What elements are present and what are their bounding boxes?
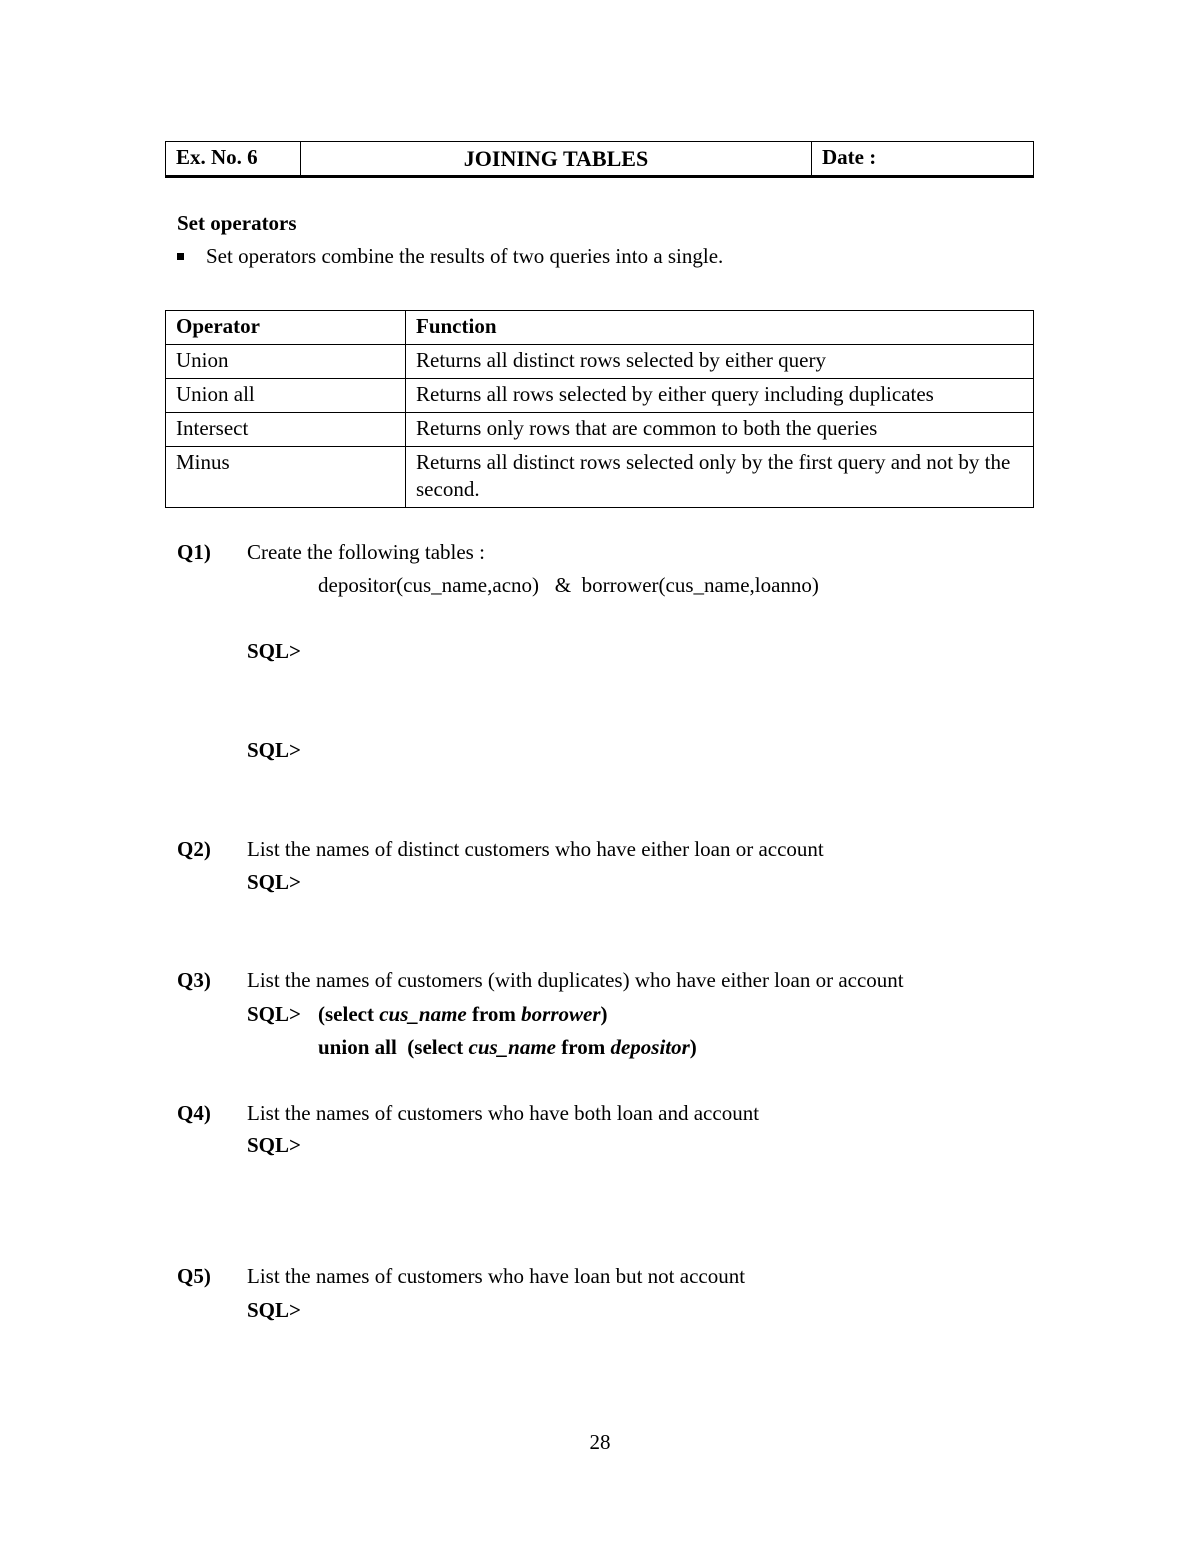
exercise-title: JOINING TABLES bbox=[301, 142, 812, 175]
sql-prompt: SQL> bbox=[247, 1298, 301, 1322]
question-text-q5: List the names of customers who have loan but not account bbox=[247, 1264, 746, 1288]
question-text-q4: List the names of customers who have both loan and account bbox=[247, 1101, 760, 1125]
question-label-q4: Q4) bbox=[177, 1101, 211, 1125]
sql-prompt: SQL> bbox=[247, 1133, 301, 1157]
table-definitions: depositor(cus_name,acno) & borrower(cus_name,loanno) bbox=[318, 573, 819, 597]
sql-prompt: SQL> bbox=[247, 639, 301, 663]
sql-keyword: union all (select bbox=[318, 1035, 469, 1059]
sql-paren: ) bbox=[600, 1002, 608, 1026]
function-cell: Returns all rows selected by either query including duplicates bbox=[406, 379, 1034, 413]
column-header-operator: Operator bbox=[166, 311, 406, 345]
table-row bbox=[166, 345, 1034, 379]
question-text-q3: List the names of customers (with duplicates) who have either loan or account bbox=[247, 968, 904, 992]
sql-paren: ) bbox=[689, 1035, 697, 1059]
exercise-number: Ex. No. 6 bbox=[166, 142, 301, 175]
page-number: 28 bbox=[589, 1430, 611, 1454]
section-heading: Set operators bbox=[177, 211, 297, 235]
question-text-q1: Create the following tables : bbox=[247, 540, 485, 564]
sql-keyword: from bbox=[466, 1002, 522, 1026]
question-text-q2: List the names of distinct customers who have either loan or account bbox=[247, 837, 824, 861]
question-label-q3: Q3) bbox=[177, 968, 211, 992]
table-row bbox=[166, 413, 1034, 447]
operator-cell: Minus bbox=[166, 447, 406, 508]
sql-column: cus_name bbox=[468, 1035, 557, 1059]
sql-prompt: SQL> bbox=[247, 870, 301, 894]
table-header-row bbox=[166, 311, 1034, 345]
sql-query-line-2 bbox=[318, 1035, 697, 1060]
date-label: Date : bbox=[822, 145, 877, 169]
function-cell: Returns all distinct rows selected only by the first query and not by the second. bbox=[406, 447, 1034, 508]
function-cell: Returns all distinct rows selected by either query bbox=[406, 345, 1034, 379]
sql-query-line-1 bbox=[318, 1002, 608, 1027]
bullet-text: Set operators combine the results of two queries into a single. bbox=[206, 244, 724, 268]
sql-keyword: (select bbox=[318, 1002, 380, 1026]
operator-table bbox=[165, 310, 1034, 508]
operator-cell: Union bbox=[166, 345, 406, 379]
question-label-q2: Q2) bbox=[177, 837, 211, 861]
square-bullet-icon bbox=[177, 253, 184, 260]
operator-cell: Union all bbox=[166, 379, 406, 413]
sql-prompt: SQL> bbox=[247, 1002, 301, 1026]
sql-table: depositor bbox=[610, 1035, 690, 1059]
function-cell: Returns only rows that are common to both the queries bbox=[406, 413, 1034, 447]
sql-table: borrower bbox=[521, 1002, 601, 1026]
sql-keyword: from bbox=[556, 1035, 611, 1059]
column-header-function: Function bbox=[406, 311, 1034, 345]
sql-column: cus_name bbox=[379, 1002, 467, 1026]
bullet-item bbox=[177, 244, 723, 269]
operator-cell: Intersect bbox=[166, 413, 406, 447]
sql-prompt: SQL> bbox=[247, 738, 301, 762]
question-label-q1: Q1) bbox=[177, 540, 211, 564]
table-row bbox=[166, 379, 1034, 413]
table-row bbox=[166, 447, 1034, 508]
question-label-q5: Q5) bbox=[177, 1264, 211, 1288]
exercise-header bbox=[165, 141, 1034, 178]
